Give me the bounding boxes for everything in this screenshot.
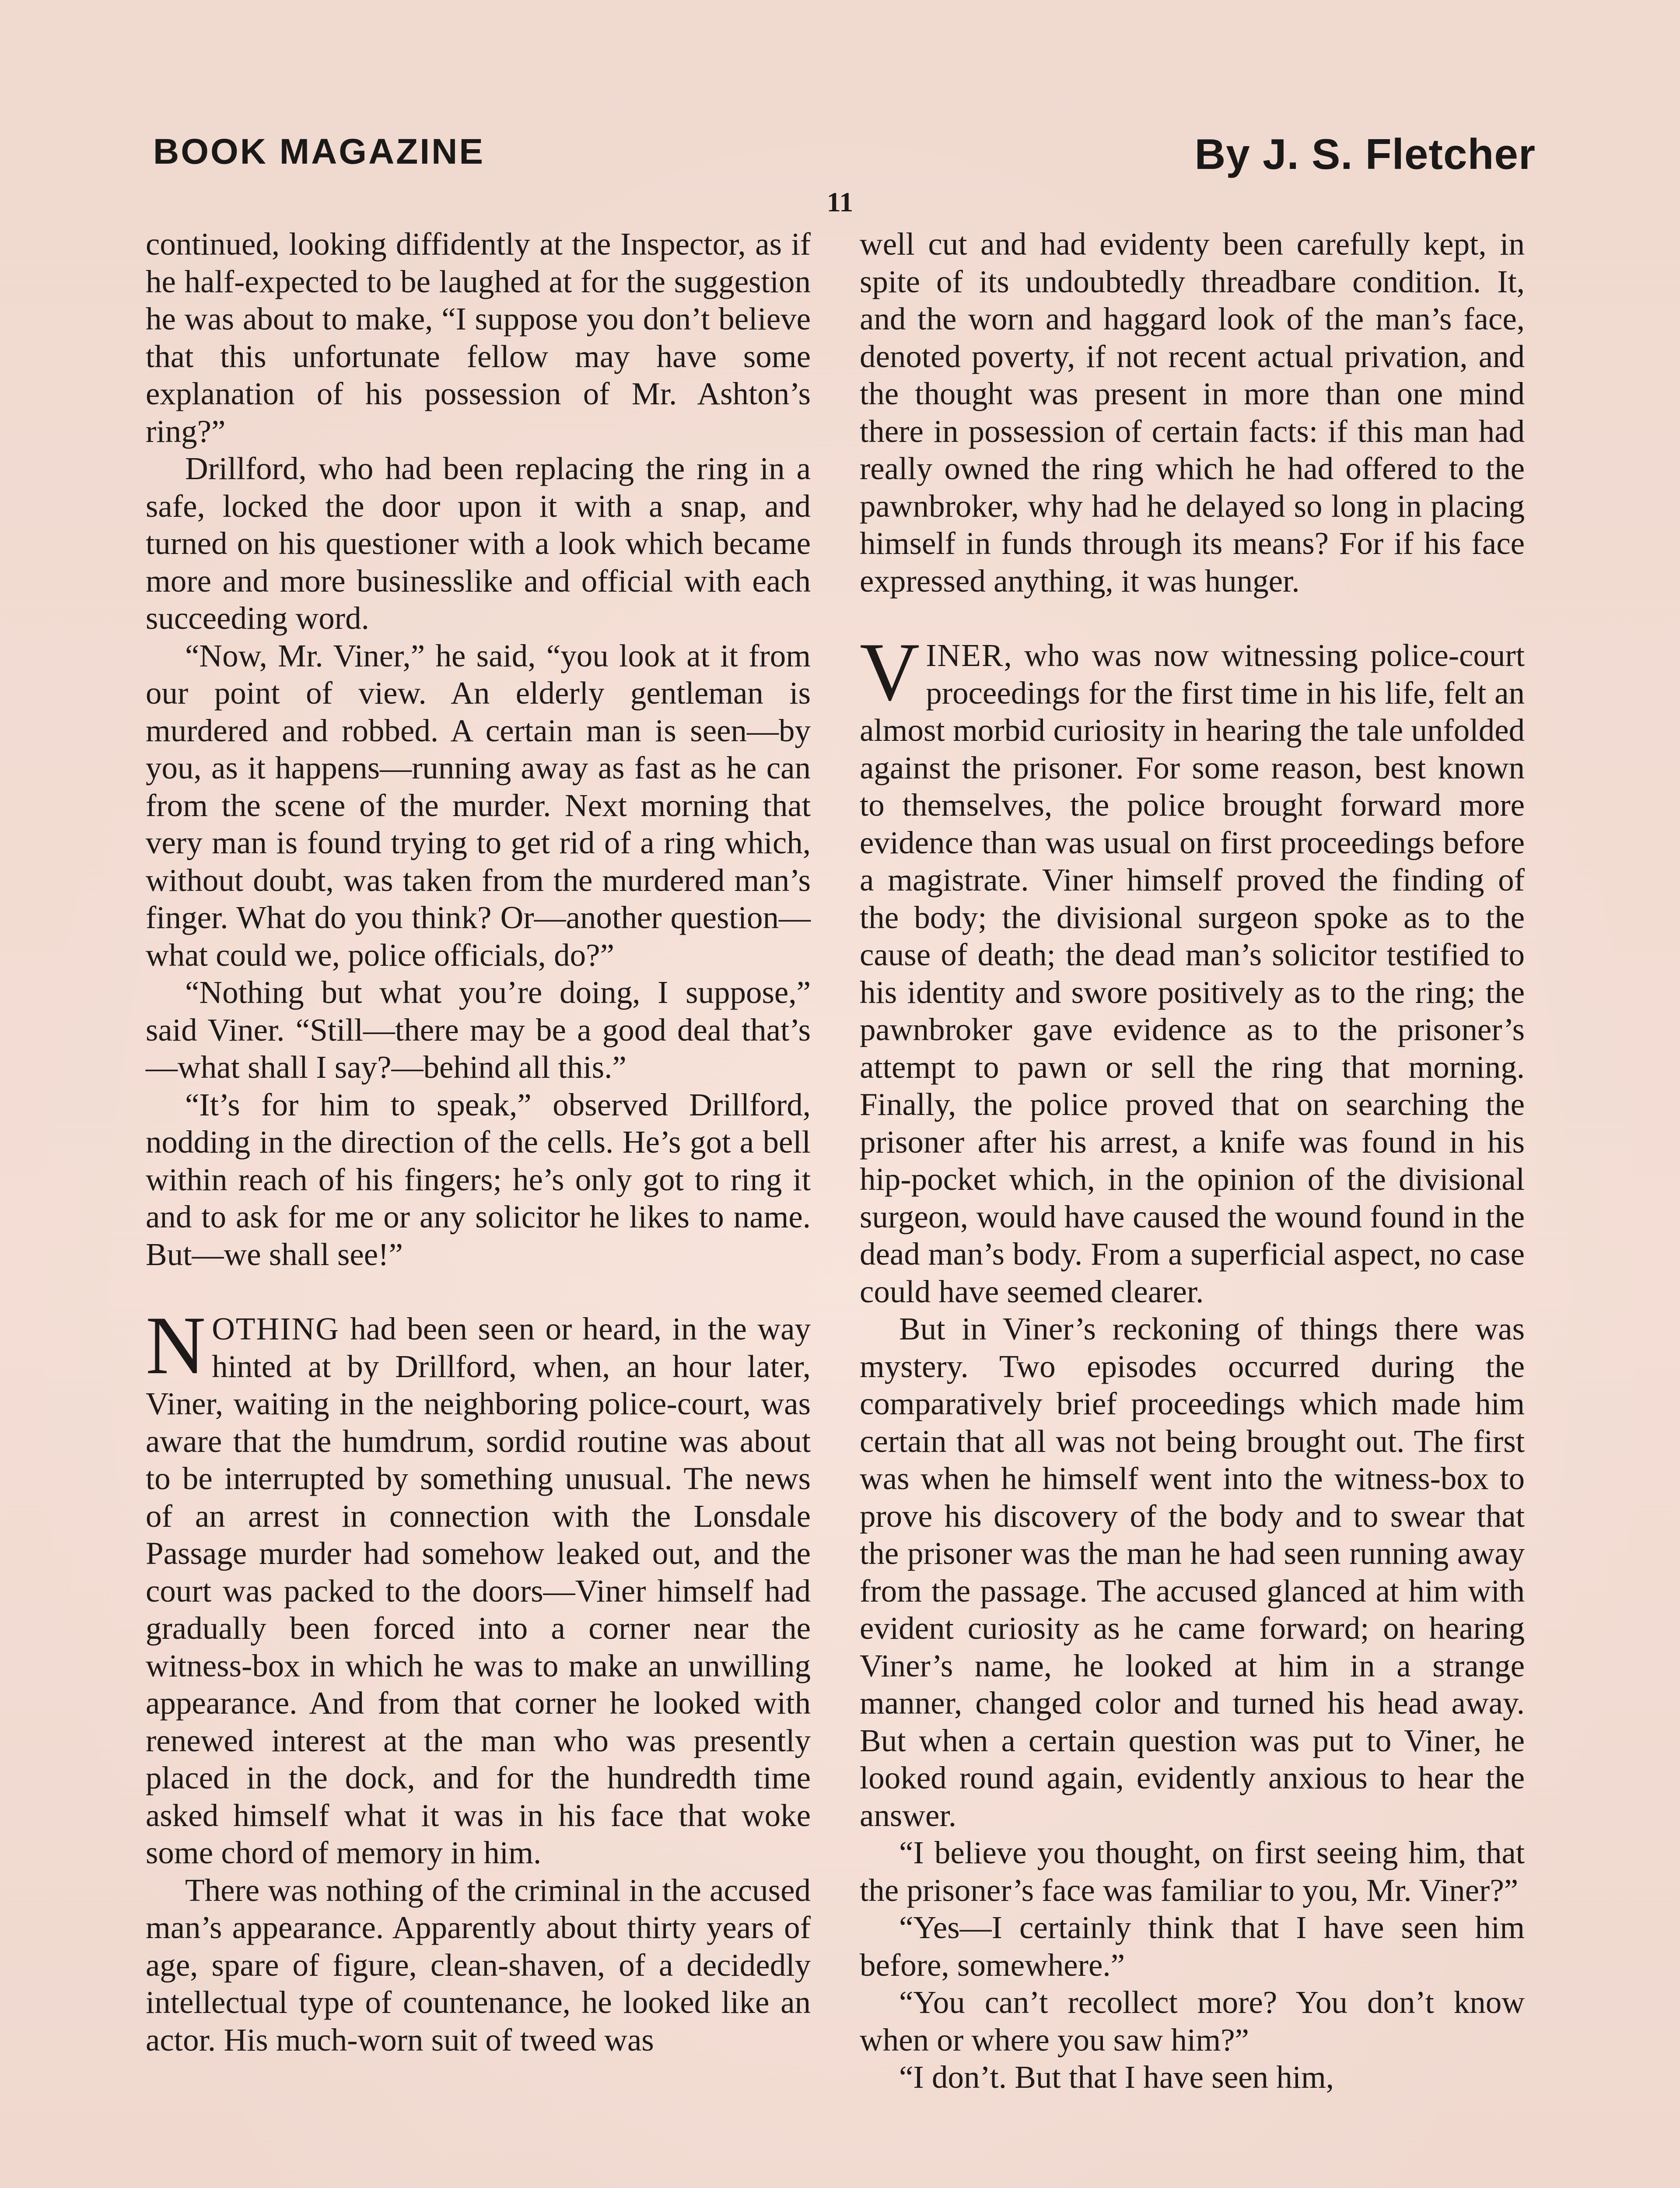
drop-cap: V	[860, 626, 920, 718]
paragraph: Drillford, who had been replacing the ring in a safe, locked the door upon it with a snap, and turned on his questioner with a look which became more and more businesslike and official with each succeeding word.	[146, 451, 811, 636]
paragraph: But in Viner’s reckoning of things there was mystery. Two episodes occurred during the comparatively brief proceedings which made him certain that all was not being brought out. The first was when he himself went into the witness-box to prove his discovery of the body and to swear that the prisoner was the man he had seen running away from the passage. The accused glanced at him with evident curiosity as he came forward; on hearing Viner’s name, he looked at him in a strange manner, changed color and turned his head away. But when a certain question was put to Viner, he looked round again, evidently anxious to hear the answer.	[860, 1311, 1525, 1833]
paragraph-text: , who was now witnessing police-court proceedings for the first time in his life, felt an almost morbid curiosity in hearing the tale unfolded against the prisoner. For some reason, best known to themselves, the police brought forward more evidence than was usual on first proceedings before a magistrate. Viner himself proved the finding of the body; the divisional surgeon spoke as to the cause of death; the dead man’s solicitor testified to his identity and swore positively as to the ring; the pawnbroker gave evidence as to the prisoner’s attempt to pawn or sell the ring that morning. Finally, the police proved that on searching the prisoner after his arrest, a knife was found in his hip-pocket which, in the opinion of the divisional surgeon, would have caused the wound found in the dead man’s body. From a superficial aspect, no case could have seemed clearer.	[860, 638, 1525, 1309]
drop-cap: N	[146, 1300, 206, 1392]
author-byline: By J. S. Fletcher	[1194, 130, 1536, 178]
lead-in-caps: INER	[926, 638, 1004, 673]
lead-in-caps: OTHING	[212, 1311, 340, 1346]
section-paragraph	[146, 1300, 811, 1872]
paragraph: “Yes—I certainly think that I have seen him before, somewhere.”	[860, 1910, 1525, 1983]
right-column	[860, 225, 1525, 2096]
paragraph: continued, looking diffidently at the Inspector, as if he half-expected to be laughed at for the suggestion he was about to make, “I suppose you don’t believe that this unfortunate fellow may have some explanation of his possession of Mr. Ashton’s ring?”	[146, 226, 811, 449]
magazine-title: BOOK MAGAZINE	[153, 132, 485, 172]
paragraph: “I believe you thought, on first seeing him, that the prisoner’s face was familiar to you, Mr. Viner?”	[860, 1835, 1525, 1908]
page-number: 11	[826, 186, 854, 217]
section-paragraph	[860, 626, 1525, 1310]
paragraph: “Now, Mr. Viner,” he said, “you look at it from our point of view. An elderly gentleman is murdered and robbed. A certain man is seen—by you, as it happens—running away as fast as he can from the scene of the murder. Next morning that very man is found trying to get rid of a ring which, without doubt, was taken from the murdered man’s finger. What do you think? Or—another question—what could we, police officials, do?”	[146, 638, 811, 973]
paragraph: There was nothing of the criminal in the accused man’s appearance. Apparently about thirty years of age, spare of figure, clean-shaven, of a decidedly intellectual type of countenance, he looked like an actor. His much-worn suit of tweed was	[146, 1872, 811, 2058]
paragraph: “It’s for him to speak,” observed Drillford, nodding in the direction of the cells. He’s got a bell within reach of his fingers; he’s only got to ring it and to ask for me or any solicitor he likes to name. But—we shall see!”	[146, 1087, 811, 1272]
paragraph: “I don’t. But that I have seen him,	[899, 2059, 1334, 2095]
paragraph-text: had been seen or heard, in the way hinted at by Drillford, when, an hour later, Viner, waiting in the neighboring police-court, was aware that the humdrum, sordid routine was about to be interrupted by something unusual. The news of an arrest in connection with the Lonsdale Passage murder had somehow leaked out, and the court was packed to the doors—Viner himself had gradually been forced into a corner near the witness-box in which he was to make an unwilling appearance. And from that corner he looked with renewed interest at the man who was presently placed in the dock, and for the hundredth time asked himself what it was in his face that woke some chord of memory in him.	[146, 1311, 811, 1870]
paragraph: “Nothing but what you’re doing, I suppose,” said Viner. “Still—there may be a good deal that’s—what shall I say?—behind all this.”	[146, 975, 811, 1085]
left-column	[146, 225, 811, 2058]
paragraph: “You can’t recollect more? You don’t know when or where you saw him?”	[860, 1985, 1525, 2058]
paragraph: well cut and had evidenty been carefully kept, in spite of its undoubtedly threadbare condition. It, and the worn and haggard look of the man’s face, denoted poverty, if not recent actual privation, and the thought was present in more than one mind there in possession of certain facts: if this man had really owned the ring which he had offered to the pawnbroker, why had he delayed so long in placing himself in funds through its means? For if his face expressed anything, it was hunger.	[860, 226, 1525, 599]
